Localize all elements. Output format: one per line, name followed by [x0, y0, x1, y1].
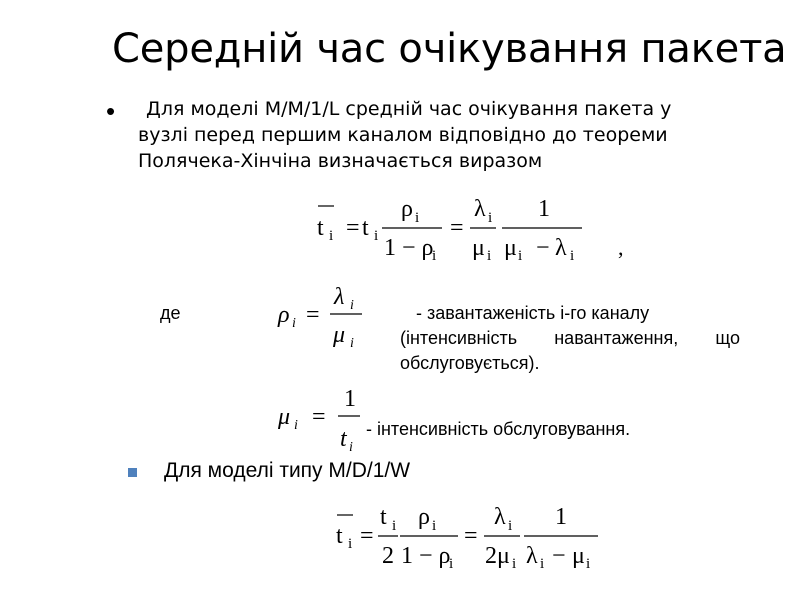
bullet1-line1: Для моделі M/M/1/L средній час очікування пакета у	[146, 98, 672, 120]
formula-symbol: 1	[538, 196, 550, 222]
formula-symbol: =	[360, 523, 374, 549]
formula-subscript: i	[294, 418, 298, 433]
formula-symbol: =	[346, 215, 360, 241]
bullet-dot: •	[106, 96, 116, 126]
formula-subscript: i	[349, 440, 353, 455]
formula-symbol: 2μ	[485, 543, 510, 569]
formula-symbol: t	[340, 426, 347, 452]
formula-symbol: 1 − ρ	[401, 543, 451, 569]
bullet-square	[128, 468, 137, 477]
formula-symbol: ρ	[278, 302, 290, 328]
formula-symbol: μ	[472, 235, 485, 261]
formula-symbol: 1	[344, 386, 356, 412]
formula-symbol: λ	[555, 235, 567, 261]
formula-waiting-time-md1w	[322, 500, 612, 580]
formula-subscript: i	[540, 556, 545, 572]
formula-subscript: i	[512, 556, 517, 572]
formula-subscript: i	[350, 336, 354, 351]
formula-subscript: i	[487, 248, 492, 264]
formula-symbol: μ	[278, 404, 291, 430]
formula-symbol: =	[312, 404, 326, 430]
formula-symbol: μ	[572, 543, 585, 569]
formula-symbol: =	[464, 523, 478, 549]
formula-symbol: 1 − ρ	[384, 235, 434, 261]
rho-description-line3: обслуговується).	[400, 353, 540, 373]
formula-symbol: =	[450, 215, 464, 241]
formula-symbol: ρ	[401, 196, 413, 222]
formula-symbol: t	[362, 215, 369, 241]
formula-subscript: i	[488, 210, 493, 226]
rho-description-line2: (інтенсивність навантаження, що	[400, 328, 740, 348]
slide-title: Середній час очікування пакета	[112, 26, 787, 72]
bullet2-text: Для моделі типу M/D/1/W	[164, 459, 411, 482]
formula-symbol: λ	[474, 196, 486, 222]
formula-subscript: i	[570, 248, 575, 264]
formula-subscript: i	[350, 298, 354, 313]
formula-symbol: −	[536, 235, 550, 261]
formula-waiting-time-mm1l	[300, 192, 640, 272]
formula-symbol: μ	[333, 322, 346, 348]
formula-symbol: λ	[494, 504, 506, 530]
bullet1-line2: вузлі перед першим каналом відповідно до теореми	[138, 124, 668, 146]
formula-subscript: i	[392, 518, 397, 534]
formula-symbol: t	[336, 523, 343, 549]
formula-subscript: i	[374, 228, 379, 244]
formula-subscript: i	[348, 536, 353, 552]
formula-symbol: ρ	[418, 504, 430, 530]
formula-comma: ,	[618, 235, 624, 260]
formula-symbol: 2	[382, 543, 394, 569]
formula-mu-definition	[272, 380, 372, 460]
where-label: де	[160, 303, 181, 323]
formula-symbol: =	[306, 302, 320, 328]
formula-subscript: i	[586, 556, 591, 572]
formula-symbol: 1	[555, 504, 567, 530]
formula-subscript: i	[432, 518, 437, 534]
formula-symbol: μ	[504, 235, 517, 261]
formula-subscript: i	[449, 556, 454, 572]
formula-subscript: i	[292, 316, 296, 331]
formula-symbol: λ	[334, 284, 345, 310]
formula-subscript: i	[415, 210, 420, 226]
formula-subscript: i	[432, 248, 437, 264]
mu-description: - інтенсивність обслуговування.	[366, 419, 631, 439]
formula-subscript: i	[329, 228, 334, 244]
formula-symbol: −	[552, 543, 566, 569]
formula-subscript: i	[518, 248, 523, 264]
formula-symbol: t	[317, 215, 324, 241]
bullet1-line3: Полячека-Хінчіна визначається виразом	[138, 150, 543, 172]
formula-symbol: λ	[526, 543, 538, 569]
formula-rho-definition	[272, 282, 372, 352]
formula-symbol: t	[380, 504, 387, 530]
formula-subscript: i	[508, 518, 513, 534]
rho-description-line1: - завантаженість і-го каналу	[416, 303, 650, 323]
